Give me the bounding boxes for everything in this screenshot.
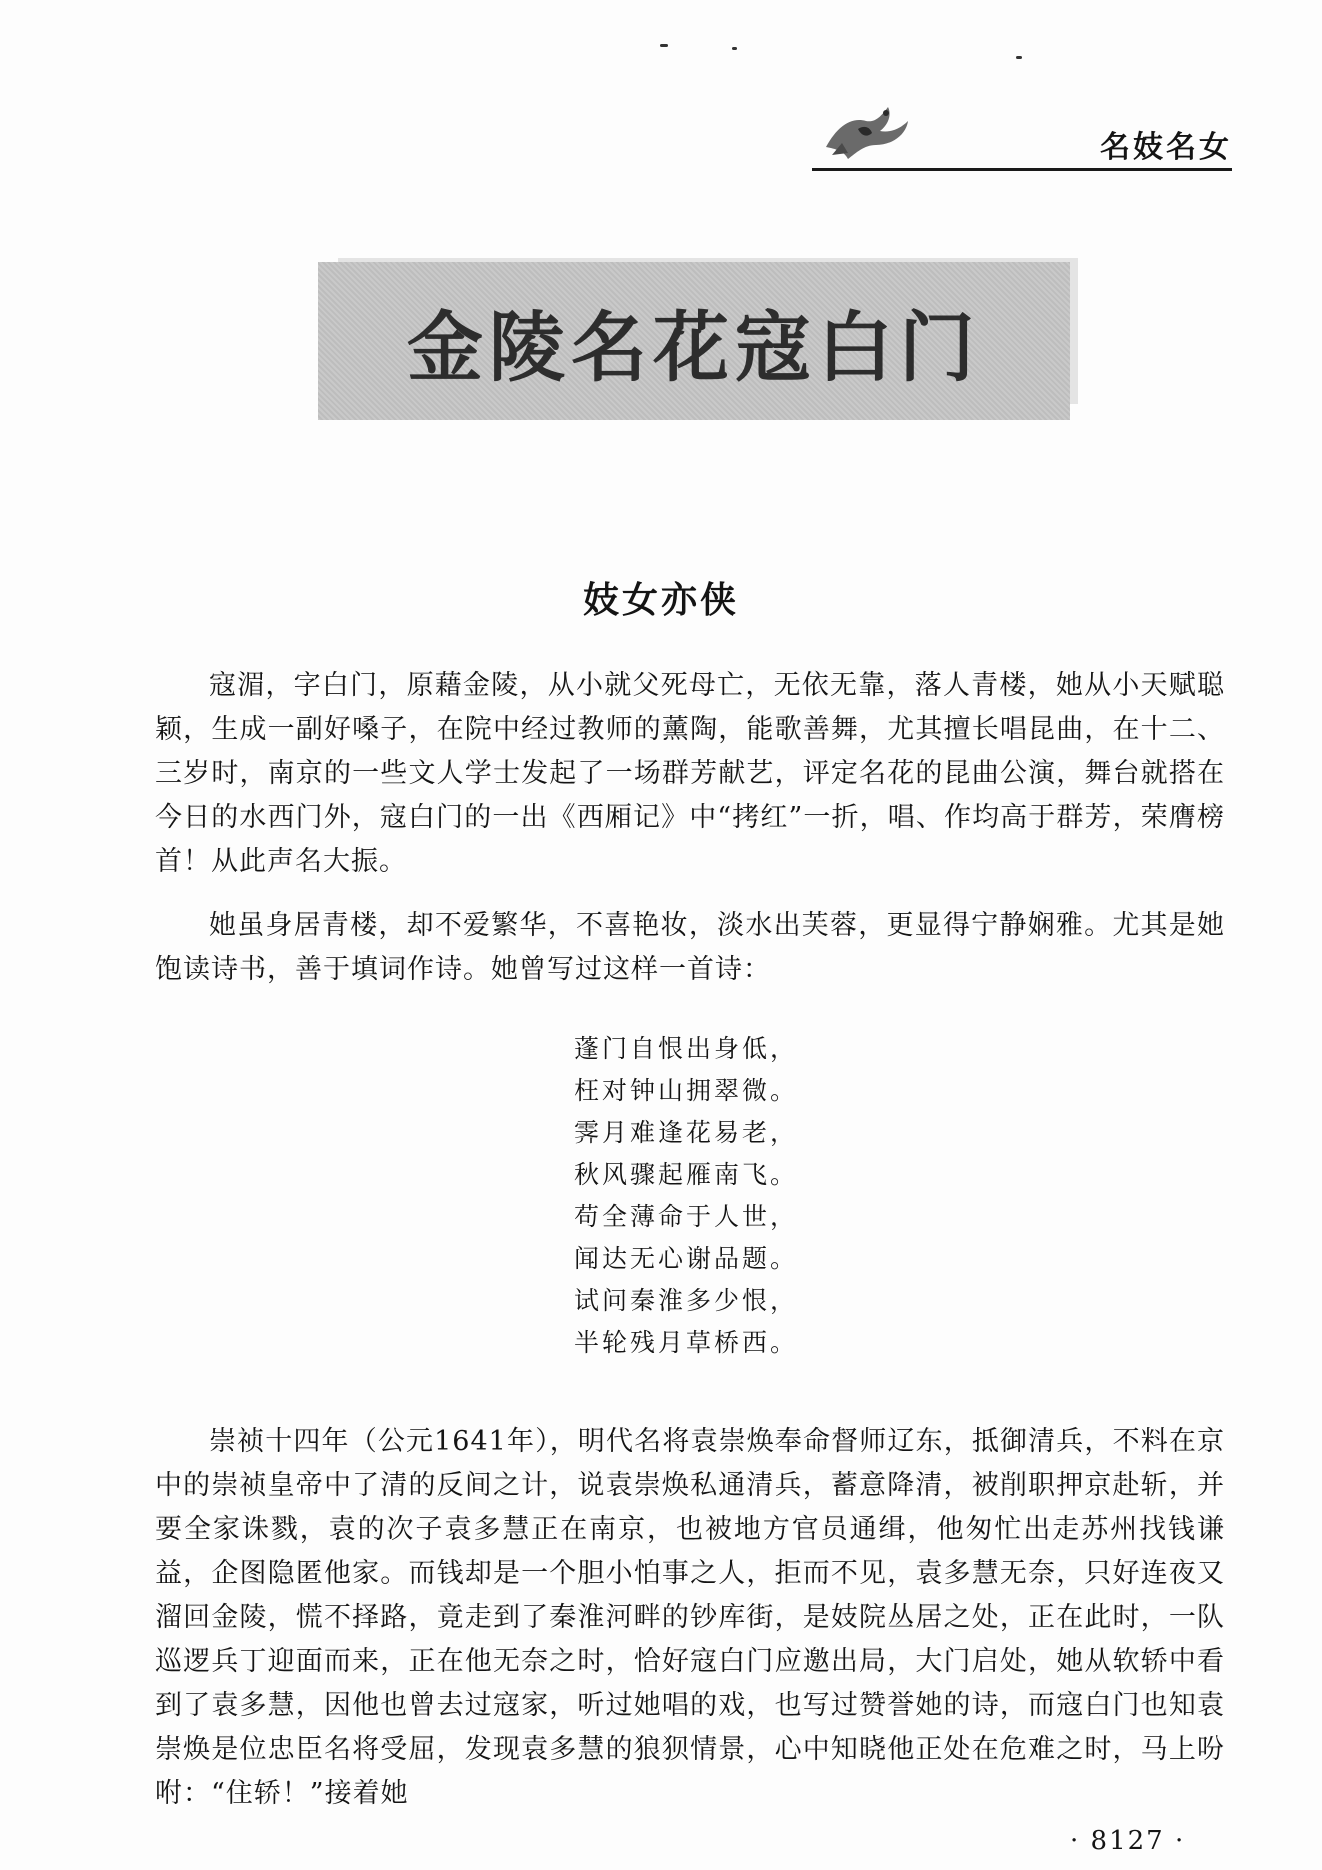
- poem-line: 霁月难逢花易老，: [574, 1118, 799, 1147]
- scan-speck: [732, 47, 737, 50]
- poem-line: 闻达无心谢品题。: [574, 1244, 799, 1273]
- body-paragraph: 她虽身居青楼，却不爱繁华，不喜艳妆，淡水出芙蓉，更显得宁静娴雅。尤其是她饱读诗书，善于填词作诗。她曾写过这样一首诗：: [155, 910, 1225, 985]
- poem: [574, 1028, 814, 1364]
- scan-speck: [1016, 56, 1022, 59]
- chapter-title: 金陵名花寇白门: [407, 302, 981, 392]
- chapter-title-banner: [318, 262, 1070, 420]
- poem-line: 半轮残月草桥西。: [574, 1328, 799, 1357]
- header-divider: [812, 168, 1232, 171]
- scan-speck: [660, 44, 668, 47]
- body-paragraph: 崇祯十四年（公元1641年），明代名将袁崇焕奉命督师辽东，抵御清兵，不料在京中的崇祯皇帝中了清的反间之计，说袁崇焕私通清兵，蓄意降清，被削职押京赴斩，并要全家诛戮，袁的次子袁多慧正在南京，也被地方官员通缉，他匆忙出走苏州找钱谦益，企图隐匿他家。而钱却是一个胆小怕事之人，拒而不见，袁多慧无奈，只好连夜又溜回金陵，慌不择路，竟走到了秦淮河畔的钞库街，是妓院丛居之处，正在此时，一队巡逻兵丁迎面而来，正在他无奈之时，恰好寇白门应邀出局，大门启处，她从软轿中看到了袁多慧，因他也曾去过寇家，听过她唱的戏，也写过赞誉她的诗，而寇白门也知袁崇焕是位忠臣名将受屈，发现袁多慧的狼狈情景，心中知晓他正处在危难之时，马上吩咐：“住轿！”接着她: [155, 1426, 1225, 1809]
- poem-line: 蓬门自恨出身低，: [574, 1034, 799, 1063]
- poem-line: 秋风骤起雁南飞。: [574, 1160, 799, 1189]
- running-header-title: 名妓名女: [1100, 130, 1232, 165]
- section-heading: 妓女亦侠: [582, 580, 739, 621]
- poem-line: 试问秦淮多少恨，: [574, 1286, 799, 1315]
- poem-line: 苟全薄命于人世，: [574, 1202, 799, 1231]
- poem-line: 枉对钟山拥翠微。: [574, 1076, 799, 1105]
- page-number: · 8127 ·: [1070, 1826, 1186, 1856]
- body-paragraph: 寇湄，字白门，原藉金陵，从小就父死母亡，无依无靠，落人青楼，她从小天赋聪颖，生成一副好嗓子，在院中经过教师的薰陶，能歌善舞，尤其擅长唱昆曲，在十二、三岁时，南京的一些文人学士发起了一场群芳献艺，评定名花的昆曲公演，舞台就搭在今日的水西门外，寇白门的一出《西厢记》中“拷红”一折，唱、作均高于群芳，荣膺榜首！从此声名大振。: [155, 670, 1225, 877]
- dragon-emblem-icon: [818, 95, 914, 165]
